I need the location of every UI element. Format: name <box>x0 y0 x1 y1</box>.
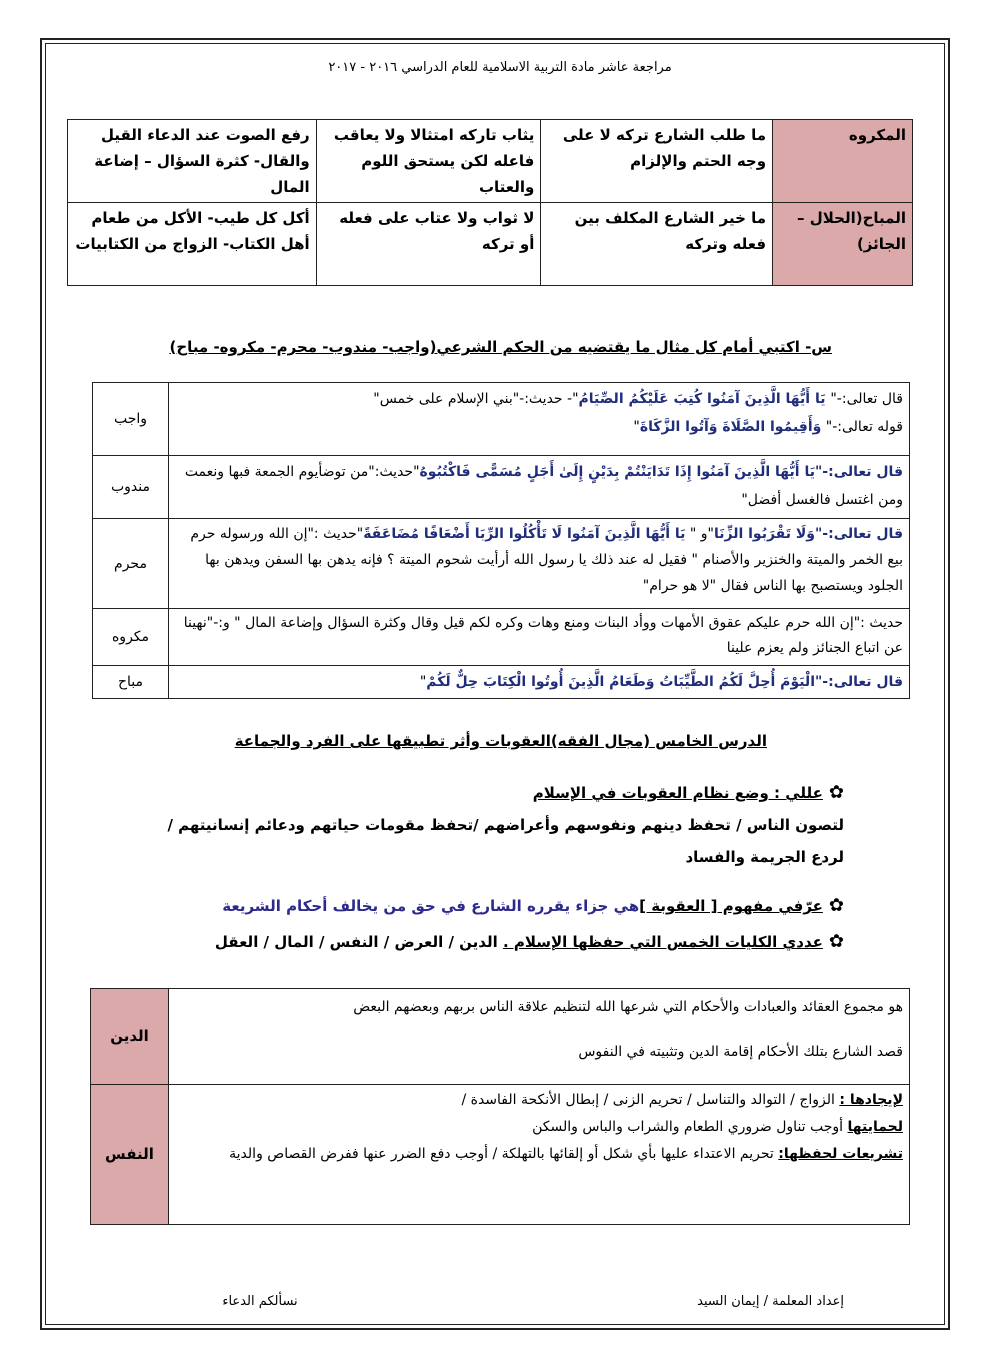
table-row <box>93 383 910 456</box>
rulings-table <box>67 119 913 286</box>
item-answer: الدين / العرض / النفس / المال / العقل <box>214 933 503 951</box>
essential-label: النفس <box>91 1085 169 1225</box>
ruling-label: محرم <box>93 519 169 609</box>
quran-verse: وَأَقِيمُوا الصَّلَاةَ وَآتُوا الزَّكَاةَ <box>639 419 822 435</box>
quran-verse: يَا أَيُّهَا الَّذِينَ آمَنُوا كُتِبَ عَلَيْكُمُ الصِّيَامُ <box>578 391 831 407</box>
footer-author: إعداد المعلمة / إيمان السيد <box>697 1294 844 1309</box>
item-text: لتصون الناس / تحفظ دينهم ونفوسهم وأعراضهم /تحفظ مقومات حياتهم ودعائم إنسانيتهم / <box>167 816 844 834</box>
definition-cell: ما خير الشارع المكلف بين فعله وتركه <box>541 203 773 286</box>
table-row <box>93 609 910 666</box>
quran-verse: وَلَا تَقْرَبُوا الزِّنَا <box>713 526 815 542</box>
essential-label: الدين <box>91 989 169 1085</box>
table-row <box>93 666 910 699</box>
ruling-label: مكروه <box>93 609 169 666</box>
ruling-label: مندوب <box>93 456 169 519</box>
example-cell: حديث :"إن الله حرم عليكم عقوق الأمهات ووأد البنات ومنع وهات وكره لكم قيل وقال وكثرة السؤال وإضاعة المال " و:-"نهينا عن اتباع الجنائز ولم يعزم علينا <box>169 609 910 666</box>
essentials-table <box>90 988 910 1225</box>
example-cell: قال تعالى:-"وَلَا تَقْرَبُوا الزِّنَا"و " يَا أَيُّهَا الَّذِينَ آمَنُوا لَا تَأْكُلُوا الرِّبَا أَضْعَافًا مُضَاعَفَةً"حديث :"إن الله ورسوله حرم بيع الخمر والميتة والخنزير والأصنام " فقيل له عند ذلك يا رسول الله أرأيت شحوم الميتة ؟ فإنه يدهن بها السفن ويدهن بها الجلود ويستصبح بها الناس فقال "لا هو حرام" <box>169 519 910 609</box>
lesson-title: الدرس الخامس (مجال الفقه)العقوبات وأثر تطبيقها على الفرد والجماعة <box>234 732 767 750</box>
ruling-cell: لا ثواب ولا عتاب على فعله أو تركه <box>316 203 541 286</box>
item-answer: هي جزاء يقرره الشارع في حق من يخالف أحكام الشريعة <box>222 897 640 915</box>
example-cell: قال تعالى:-"يَا أَيُّهَا الَّذِينَ آمَنُوا إِذَا تَدَايَنْتُمْ بِدَيْنٍ إِلَىٰ أَجَلٍ مُسَمًّى فَاكْتُبُوهُ"حديث:"من توضأيوم الجمعة فبها ونعمت ومن اغتسل فالغسل أفضل" <box>169 456 910 519</box>
description-cell: لإيجادها : الزواج / التوالد والتناسل / تحريم الزنى / إبطال الأنكحة الفاسدة / لحمايتها أوجب تناول ضروري الطعام والشراب والباس والسكن تشريعات لحفظها: تحريم الاعتداء عليها بأي شكل أو إلقائها بالتهلكة / أوجب دفع الضرر عنها ففرض القصاص والدية <box>169 1085 910 1225</box>
ruling-label: واجب <box>93 383 169 456</box>
quran-verse: الْيَوْمَ أُحِلَّ لَكُمُ الطَّيِّبَاتُ وَطَعَامُ الَّذِينَ أُوتُوا الْكِتَابَ حِلٌّ لَكُمْ <box>426 674 815 690</box>
term-cell: المباح(الحلال – الجائز) <box>773 203 913 286</box>
question-heading: س- اكتبي أمام كل مثال ما يقتضيه من الحكم الشرعي(واجب- مندوب- محرم- مكروه- مباح) <box>169 338 832 356</box>
item-list <box>144 926 844 958</box>
flower-bullet-icon: ✿ <box>828 931 844 952</box>
term-cell: المكروه <box>773 120 913 203</box>
ruling-label: مباح <box>93 666 169 699</box>
item-heading: عددي الكليات الخمس التي حفظها الإسلام . <box>502 933 823 951</box>
description-cell: هو مجموع العقائد والعبادات والأحكام التي شرعها الله لتنظيم علاقة الناس بربهم وبعضهم البعض قصد الشارع بتلك الأحكام إقامة الدين وتثبيته في النفوس <box>169 989 910 1085</box>
flower-bullet-icon: ✿ <box>828 895 844 916</box>
table-row <box>93 519 910 609</box>
flower-bullet-icon: ✿ <box>828 782 844 803</box>
examples-cell: رفع الصوت عند الدعاء القيل والقال- كثرة السؤال – إضاعة المال <box>68 120 317 203</box>
table-row <box>68 120 913 203</box>
example-cell: قال تعالى:-" يَا أَيُّهَا الَّذِينَ آمَنُوا كُتِبَ عَلَيْكُمُ الصِّيَامُ"- حديث:-"بني الإسلام على خمس" قوله تعالى:-" وَأَقِيمُوا الصَّلَاةَ وَآتُوا الزَّكَاةَ" <box>169 383 910 456</box>
header-title: مراجعة عاشر مادة التربية الاسلامية للعام الدراسي ٢٠١٦ - ٢٠١٧ <box>328 60 672 75</box>
quran-verse: يَا أَيُّهَا الَّذِينَ آمَنُوا لَا تَأْكُلُوا الرِّبَا أَضْعَافًا مُضَاعَفَةً <box>363 526 686 542</box>
examples-cell: أكل كل طيب- الأكل من طعام أهل الكتاب- الزواج من الكتابيات <box>68 203 317 286</box>
item-heading: عللي : وضع نظام العقوبات في الإسلام <box>532 784 823 802</box>
table-row <box>93 456 910 519</box>
table-row <box>68 203 913 286</box>
item-definition <box>144 890 844 922</box>
table-row <box>91 989 910 1085</box>
footer-closing: نسألكم الدعاء <box>222 1294 298 1309</box>
ruling-cell: يثاب تاركه امتثالا ولا يعاقب فاعله لكن يستحق اللوم والعتاب <box>316 120 541 203</box>
item-reason <box>144 777 844 873</box>
table-row <box>91 1085 910 1225</box>
quran-verse: يَا أَيُّهَا الَّذِينَ آمَنُوا إِذَا تَدَايَنْتُمْ بِدَيْنٍ إِلَىٰ أَجَلٍ مُسَمًّى فَاكْتُبُوهُ <box>419 464 815 480</box>
item-text: لردع الجريمة والفساد <box>685 848 844 866</box>
definition-cell: ما طلب الشارع تركه لا على وجه الحتم والإلزام <box>541 120 773 203</box>
item-heading: عرّفي مفهوم [ العقوبة ] <box>639 897 823 915</box>
example-cell: قال تعالى:-"الْيَوْمَ أُحِلَّ لَكُمُ الطَّيِّبَاتُ وَطَعَامُ الَّذِينَ أُوتُوا الْكِتَابَ حِلٌّ لَكُمْ" <box>169 666 910 699</box>
examples-table <box>92 382 910 699</box>
